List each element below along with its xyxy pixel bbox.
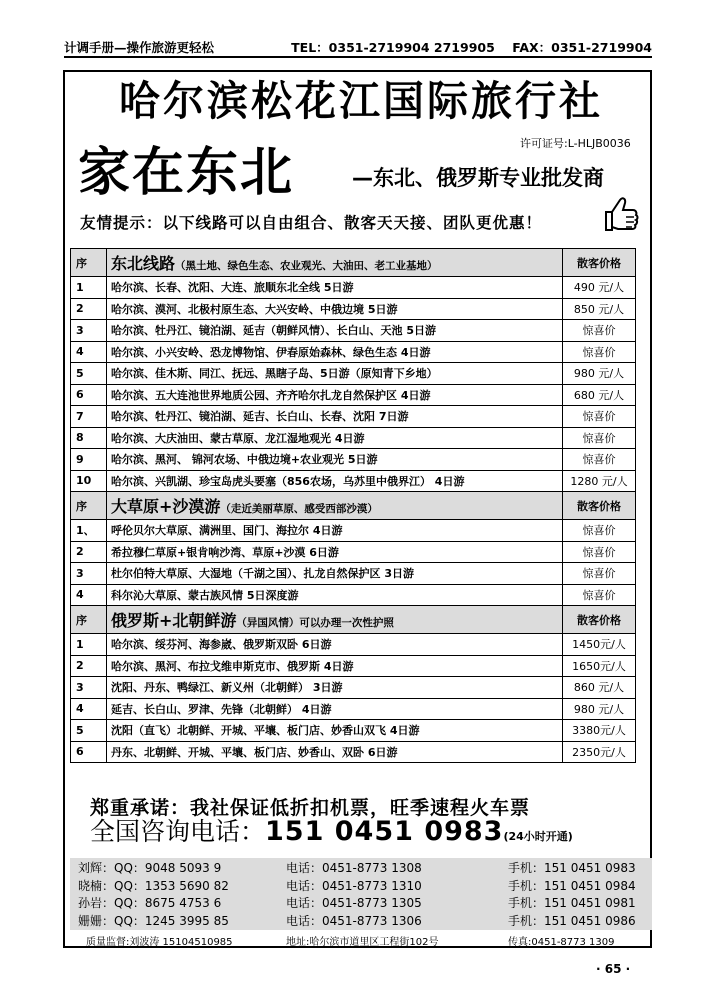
section-no-label: 序 [71,249,107,277]
route-price: 惊喜价 [563,427,636,449]
hotline [90,815,573,854]
section-title-cell [107,249,563,277]
route-row [71,634,636,656]
route-row [71,406,636,428]
section-price-label: 散客价格 [563,492,636,520]
route-price: 980 元/人 [563,363,636,385]
contact-mobile: 手机：151 0451 0984 [508,878,636,893]
route-text: 哈尔滨、漠河、北极村原生态、大兴安岭、中俄边境 5日游 [107,298,563,320]
header-rule [64,56,652,58]
route-no: 2 [71,541,107,563]
section-title-cell [107,492,563,520]
section-title: 大草原+沙漠游 [111,497,221,516]
route-text: 杜尔伯特大草原、大湿地（千湖之国）、扎龙自然保护区 3日游 [107,563,563,585]
contact-mobile: 手机：151 0451 0983 [508,861,636,875]
route-text: 哈尔滨、五大连池世界地质公园、齐齐哈尔扎龙自然保护区 4日游 [107,384,563,406]
route-text: 哈尔滨、小兴安岭、恐龙博物馆、伊春原始森林、绿色生态 4日游 [107,341,563,363]
route-price: 3380元/人 [563,720,636,742]
section-title: 俄罗斯+北朝鲜游 [111,611,237,630]
section-price-label: 散客价格 [563,249,636,277]
route-no: 3 [71,320,107,342]
contact-row [70,877,652,894]
page-number: · 65 · [596,962,631,976]
section-desc: （异国风情）可以办理一次性护照 [236,617,394,629]
route-row [71,741,636,763]
contacts-box [70,858,652,930]
route-row [71,520,636,542]
contact-name-qq: 晓楠：QQ：1353 5690 82 [78,878,229,893]
route-row [71,298,636,320]
contact-mobile: 手机：151 0451 0986 [508,913,636,928]
route-price: 680 元/人 [563,384,636,406]
route-text: 哈尔滨、大庆油田、蒙古草原、龙江湿地观光 4日游 [107,427,563,449]
slogan-main: 家在东北 [78,143,295,203]
route-row [71,363,636,385]
manual-title: 计调手册—操作旅游更轻松 [64,40,215,55]
footer-fax: 传真:0451-8773 1309 [508,937,615,948]
route-text: 哈尔滨、兴凯湖、珍宝岛虎头要塞（856农场，乌苏里中俄界江） 4日游 [107,470,563,492]
route-row [71,341,636,363]
route-text: 丹东、北朝鲜、开城、平壤、板门店、妙香山、双卧 6日游 [107,741,563,763]
route-text: 哈尔滨、牡丹江、镜泊湖、延吉、长白山、长春、沈阳 7日游 [107,406,563,428]
contact-tel: 电话：0451-8773 1310 [286,878,422,893]
route-text: 哈尔滨、长春、沈阳、大连、旅顺东北全线 5日游 [107,277,563,299]
footer-address: 地址:哈尔滨市道里区工程街102号 [286,937,439,948]
header-fax: FAX：0351-2719904 [512,40,652,55]
page-header [64,36,652,56]
route-row [71,698,636,720]
route-text: 延吉、长白山、罗津、先锋（北朝鲜） 4日游 [107,698,563,720]
route-price: 惊喜价 [563,520,636,542]
route-price: 850 元/人 [563,298,636,320]
route-text: 哈尔滨、牡丹江、镜泊湖、延吉（朝鲜风情）、长白山、天池 5日游 [107,320,563,342]
contact-tel: 电话：0451-8773 1308 [286,861,422,875]
route-no: 10 [71,470,107,492]
routes-table [70,248,636,763]
contact-row [70,912,652,929]
section-no-label: 序 [71,606,107,634]
route-no: 2 [71,655,107,677]
route-row [71,427,636,449]
route-row [71,470,636,492]
route-price: 惊喜价 [563,541,636,563]
route-price: 1450元/人 [563,634,636,656]
hotline-note: (24小时开通) [503,830,573,843]
route-no: 4 [71,698,107,720]
route-no: 7 [71,406,107,428]
contact-name-qq: 孙岩：QQ：8675 4753 6 [78,896,222,910]
footer-supervisor: 质量监督:刘波涛 15104510985 [86,937,233,948]
header-contact [291,38,652,56]
company-name: 哈尔滨松花江国际旅行社 [119,77,603,125]
contact-row [70,859,652,876]
route-no: 4 [71,584,107,606]
route-text: 哈尔滨、佳木斯、同江、抚远、黑瞎子岛、5日游（原知青下乡地） [107,363,563,385]
route-row [71,449,636,471]
route-text: 哈尔滨、绥芬河、海参崴、俄罗斯双卧 6日游 [107,634,563,656]
promise-text: 郑重承诺：我社保证低折扣机票，旺季速程火车票 [90,797,531,819]
footer [70,931,652,947]
friendly-tip: 友情提示：以下线路可以自由组合、散客天天接、团队更优惠！ [80,214,543,232]
route-text: 哈尔滨、黑河、布拉戈维申斯克市、俄罗斯 4日游 [107,655,563,677]
route-price: 惊喜价 [563,584,636,606]
section-desc: （黑土地、绿色生态、农业观光、大油田、老工业基地） [175,260,438,272]
route-row [71,384,636,406]
route-price: 2350元/人 [563,741,636,763]
slogan-sub: —东北、俄罗斯专业批发商 [352,166,604,190]
route-no: 8 [71,427,107,449]
route-no: 2 [71,298,107,320]
route-no: 1 [71,277,107,299]
route-price: 1650元/人 [563,655,636,677]
route-row [71,277,636,299]
route-price: 惊喜价 [563,341,636,363]
hotline-label: 全国咨询电话： [90,817,266,846]
thumbs-up-icon [596,190,642,236]
route-text: 希拉穆仁草原+银肯响沙湾、草原+沙漠 6日游 [107,541,563,563]
route-row [71,541,636,563]
route-no: 6 [71,741,107,763]
header-tel: TEL：0351-2719904 2719905 [291,40,495,55]
route-price: 惊喜价 [563,320,636,342]
section-header [71,492,636,520]
section-title: 东北线路 [111,254,176,273]
route-row [71,655,636,677]
section-no-label: 序 [71,492,107,520]
route-price: 490 元/人 [563,277,636,299]
route-text: 哈尔滨、黑河、 锦河农场、中俄边境+农业观光 5日游 [107,449,563,471]
section-title-cell [107,606,563,634]
contact-row [70,894,652,911]
section-desc: （走近美丽草原、感受西部沙漠） [220,503,378,515]
route-row [71,720,636,742]
route-no: 3 [71,563,107,585]
route-no: 4 [71,341,107,363]
license-number: 许可证号:L-HLJB0036 [520,137,631,150]
section-header [71,606,636,634]
contact-tel: 电话：0451-8773 1306 [286,913,422,928]
route-no: 6 [71,384,107,406]
contact-tel: 电话：0451-8773 1305 [286,896,422,910]
route-no: 1、 [71,520,107,542]
route-no: 5 [71,363,107,385]
route-price: 惊喜价 [563,449,636,471]
route-price: 1280 元/人 [563,470,636,492]
contact-mobile: 手机：151 0451 0981 [508,896,636,910]
route-price: 惊喜价 [563,563,636,585]
route-text: 沈阳、丹东、鸭绿江、新义州（北朝鲜） 3日游 [107,677,563,699]
route-no: 1 [71,634,107,656]
route-price: 860 元/人 [563,677,636,699]
route-text: 沈阳（直飞）北朝鲜、开城、平壤、板门店、妙香山双飞 4日游 [107,720,563,742]
section-price-label: 散客价格 [563,606,636,634]
route-row [71,320,636,342]
hotline-number: 151 0451 0983 [265,816,504,847]
route-text: 科尔沁大草原、蒙古族风情 5日深度游 [107,584,563,606]
route-price: 惊喜价 [563,406,636,428]
route-text: 呼伦贝尔大草原、满洲里、国门、海拉尔 4日游 [107,520,563,542]
route-price: 980 元/人 [563,698,636,720]
route-no: 5 [71,720,107,742]
section-header [71,249,636,277]
route-row [71,563,636,585]
route-no: 3 [71,677,107,699]
route-row [71,677,636,699]
route-no: 9 [71,449,107,471]
contact-name-qq: 姗姗：QQ：1245 3995 85 [78,913,229,928]
route-row [71,584,636,606]
contact-name-qq: 刘辉：QQ：9048 5093 9 [78,861,222,875]
